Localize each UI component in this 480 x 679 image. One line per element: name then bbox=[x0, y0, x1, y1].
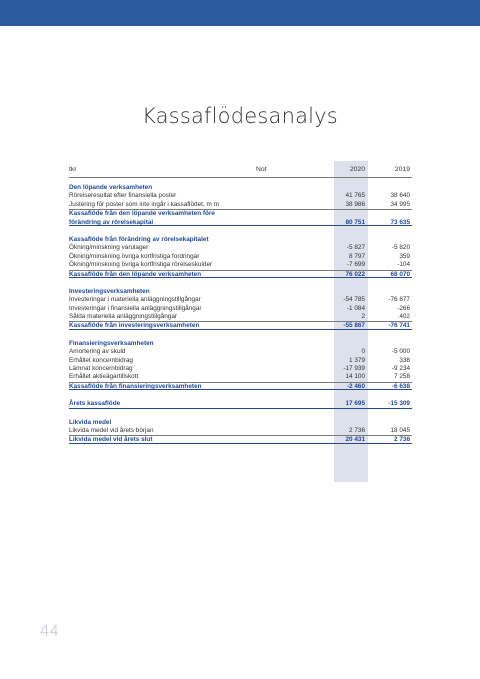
header-year-2020: 2020 bbox=[349, 166, 365, 173]
value-2019: -104 bbox=[397, 261, 410, 269]
table-row bbox=[69, 427, 412, 435]
total-row bbox=[69, 270, 412, 278]
table-row bbox=[69, 305, 412, 313]
row-label: Justering för poster som inte ingår i kassaflödet, m m bbox=[69, 200, 219, 208]
total-label-line2: förändring av rörelsekapital bbox=[69, 218, 154, 226]
page-number: 44 bbox=[40, 622, 60, 640]
total-value-2019: -6 638 bbox=[391, 382, 410, 390]
row-label: Likvida medel vid årets början bbox=[69, 427, 154, 434]
value-2019: -5 000 bbox=[391, 348, 410, 356]
value-2020: -7 699 bbox=[346, 261, 365, 269]
section-investering bbox=[69, 288, 412, 330]
table-row bbox=[69, 201, 412, 209]
table-row bbox=[69, 244, 412, 252]
table-header bbox=[69, 161, 412, 178]
section-title: Likvida medel bbox=[69, 418, 112, 426]
value-2019: -5 820 bbox=[391, 244, 410, 252]
row-label: Amortering av skuld bbox=[69, 348, 126, 356]
value-2019: 402 bbox=[399, 313, 410, 321]
section-title-row bbox=[69, 340, 412, 348]
total-value-2020: 17 695 bbox=[345, 400, 365, 408]
section-lopande bbox=[69, 184, 412, 226]
value-2020: 1 379 bbox=[349, 356, 365, 364]
section-finansiering bbox=[69, 340, 412, 390]
total-value-2019: 68 070 bbox=[390, 270, 410, 278]
total-row bbox=[69, 400, 412, 408]
total-label: Likvida medel vid årets slut bbox=[69, 436, 153, 444]
row-label: Investeringar i finansiella anläggningstillgångar bbox=[69, 304, 202, 312]
total-row bbox=[69, 435, 412, 443]
page-title: Kassaflödesanalys bbox=[142, 104, 338, 128]
section-title: Kassaflöde från förändring av rörelsekapitalet bbox=[69, 235, 209, 243]
section-title: Den löpande verksamheten bbox=[69, 184, 153, 191]
row-label: Ökning/minskning varulager bbox=[69, 244, 149, 252]
table-row bbox=[69, 348, 412, 356]
value-2019: 34 995 bbox=[390, 200, 410, 208]
row-label: Ökning/minskning övriga kortfristiga rörelseskulder bbox=[69, 261, 213, 269]
header-year-2019: 2019 bbox=[394, 166, 410, 173]
value-2019: 18 045 bbox=[390, 427, 410, 434]
row-label: Sålda materiella anläggningstillgångar bbox=[69, 313, 178, 321]
row-label: Erhållet koncernbidrag bbox=[69, 356, 133, 364]
value-2019: 7 258 bbox=[394, 373, 410, 381]
value-2019: -266 bbox=[397, 304, 410, 312]
value-2020: 2 736 bbox=[349, 427, 365, 434]
section-title-row bbox=[69, 419, 412, 427]
total-value-2019: 2 736 bbox=[394, 436, 410, 444]
section-title: Investeringsverksamheten bbox=[69, 287, 150, 295]
value-2019: 38 640 bbox=[390, 192, 410, 200]
value-2019: -9 234 bbox=[391, 365, 410, 373]
header-unit: tkr bbox=[69, 166, 77, 173]
row-label: Rörelseresultat efter finansiella poster bbox=[69, 192, 177, 200]
value-2020: -5 827 bbox=[346, 244, 365, 252]
cash-flow-table bbox=[69, 161, 412, 444]
total-label: Kassaflöde från investeringsverksamheten bbox=[69, 322, 200, 330]
value-2020: 8 797 bbox=[349, 252, 365, 260]
value-2020: 14 100 bbox=[345, 373, 365, 381]
total-value-2020: -2 460 bbox=[346, 382, 365, 390]
header-note: Not bbox=[256, 166, 267, 173]
value-2020: 38 986 bbox=[345, 200, 365, 208]
table-row bbox=[69, 192, 412, 200]
total-value-2020: -55 867 bbox=[343, 322, 365, 330]
table-row bbox=[69, 373, 412, 381]
total-label: Kassaflöde från finansieringsverksamheten bbox=[69, 382, 202, 390]
total-value-2020: 80 751 bbox=[345, 218, 365, 226]
table-row bbox=[69, 357, 412, 365]
section-rorelsekapital bbox=[69, 236, 412, 278]
total-value-2020: 20 431 bbox=[345, 436, 365, 444]
total-row bbox=[69, 321, 412, 329]
row-label: Investeringar i materiella anläggningstillgångar bbox=[69, 296, 201, 304]
section-title: Finansieringsverksamheten bbox=[69, 339, 154, 347]
table-row bbox=[69, 253, 412, 261]
table-row bbox=[69, 313, 412, 321]
top-brand-bar bbox=[0, 0, 480, 26]
value-2020: -17 939 bbox=[343, 365, 365, 373]
total-row bbox=[69, 209, 412, 226]
table-row bbox=[69, 261, 412, 269]
value-2019: 359 bbox=[399, 252, 410, 260]
value-2019: 338 bbox=[399, 356, 410, 364]
total-value-2019: -76 741 bbox=[388, 322, 410, 330]
total-label: Kassaflöde från den löpande verksamheten bbox=[69, 270, 202, 278]
value-2020: 0 bbox=[361, 348, 365, 356]
row-label: Lämnat koncernbidrag bbox=[69, 365, 133, 373]
section-arets-kassaflode bbox=[69, 400, 412, 408]
value-2020: -1 084 bbox=[346, 304, 365, 312]
value-2020: 2 bbox=[361, 313, 365, 321]
section-likvida-medel bbox=[69, 419, 412, 444]
total-label-line1: Kassaflöde från den löpande verksamheten före bbox=[69, 210, 215, 218]
row-label: Erhållet aktieägartillskott bbox=[69, 373, 139, 381]
value-2019: -76 877 bbox=[388, 296, 410, 304]
value-2020: -54 785 bbox=[343, 296, 365, 304]
value-2020: 41 765 bbox=[345, 192, 365, 200]
row-label: Ökning/minskning övriga kortfristiga fordringar bbox=[69, 252, 200, 260]
total-value-2019: 73 635 bbox=[390, 218, 410, 226]
total-value-2019: -15 309 bbox=[388, 400, 410, 408]
total-label: Årets kassaflöde bbox=[69, 400, 121, 408]
total-row bbox=[69, 382, 412, 390]
section-title-row bbox=[69, 184, 412, 192]
total-value-2020: 76 022 bbox=[345, 270, 365, 278]
table-row bbox=[69, 296, 412, 304]
